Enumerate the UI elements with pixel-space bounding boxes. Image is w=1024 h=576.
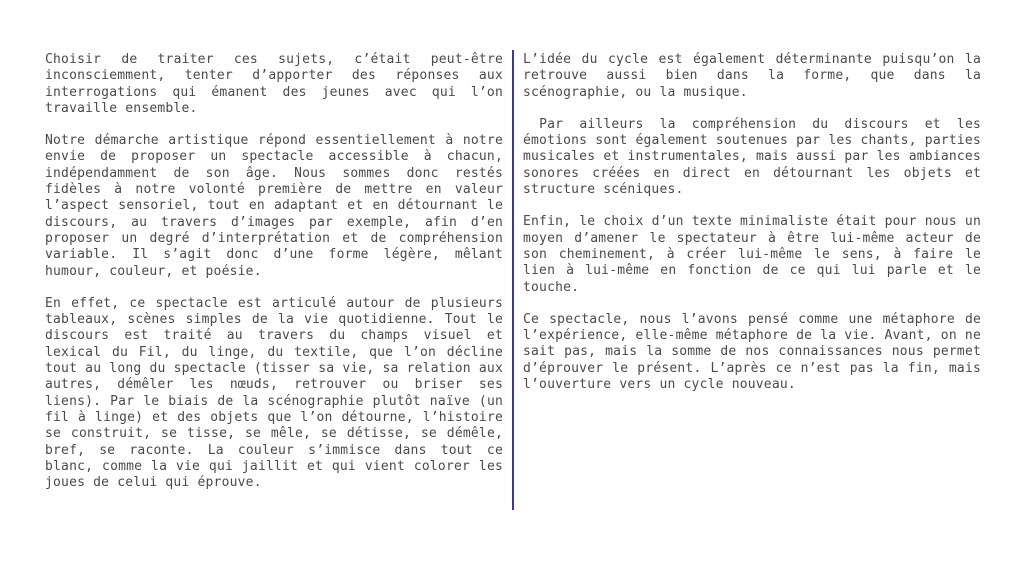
paragraph: Enfin, le choix d’un texte minimaliste était pour nous un moyen d’amener le spectateur à être lui-même acteur de son cheminement, à créer lui-même le sens, à faire le lien à lui-même en fonction de ce qui lui parle et le touche. xyxy=(523,214,990,295)
column-divider xyxy=(512,50,514,510)
right-text-column xyxy=(523,52,990,409)
paragraph: En effet, ce spectacle est articulé autour de plusieurs tableaux, scènes simples de la vie quotidienne. Tout le discours est traité au travers du champs visuel et lexical du Fil, du linge, du textile, que l’on décline tout au long du spectacle (tisser sa vie, sa relation aux autres, démêler les nœuds, retrouver ou briser ses liens). Par le biais de la scénographie plutôt naïve (un fil à linge) et des objets que l’on détourne, l’histoire se construit, se tisse, se mêle, se détisse, se démêle, bref, se raconte. La couleur s’immisce dans tout ce blanc, comme la vie qui jaillit et qui vient colorer les joues de celui qui éprouve. xyxy=(45,295,512,491)
paragraph: Ce spectacle, nous l’avons pensé comme une métaphore de l’expérience, elle-même métaphore de la vie. Avant, on ne sait pas, mais la somme de nos connaissances nous permet d’éprouver le présent. L’après ce n’est pas la fin, mais l’ouverture vers un cycle nouveau. xyxy=(523,311,990,393)
paragraph: L’idée du cycle est également déterminante puisqu’on la retrouve aussi bien dans la forme, que dans la scénographie, ou la musique. xyxy=(523,52,990,100)
paragraph: Choisir de traiter ces sujets, c’était peut-être inconsciemment, tenter d’apporter des réponses aux interrogations qui émanent des jeunes avec qui l’on travaille ensemble. xyxy=(45,52,512,116)
left-text-column xyxy=(45,52,512,507)
paragraph: Notre démarche artistique répond essentiellement à notre envie de proposer un spectacle accessible à chacun, indépendamment de son âge. Nous sommes donc restés fidèles à notre volonté première de mettre en valeur l’aspect sensoriel, tout en adaptant et en détournant le discours, au travers d’images par exemple, afin d’en proposer un degré d’interprétation et de compréhension variable. Il s’agit donc d’une forme légère, mêlant humour, couleur, et poésie. xyxy=(45,133,512,279)
paragraph: Par ailleurs la compréhension du discours et les émotions sont également soutenues par les chants, parties musicales et instrumentales, mais aussi par les ambiances sonores créées en direct en détournant les objets et structure scéniques. xyxy=(523,116,990,198)
